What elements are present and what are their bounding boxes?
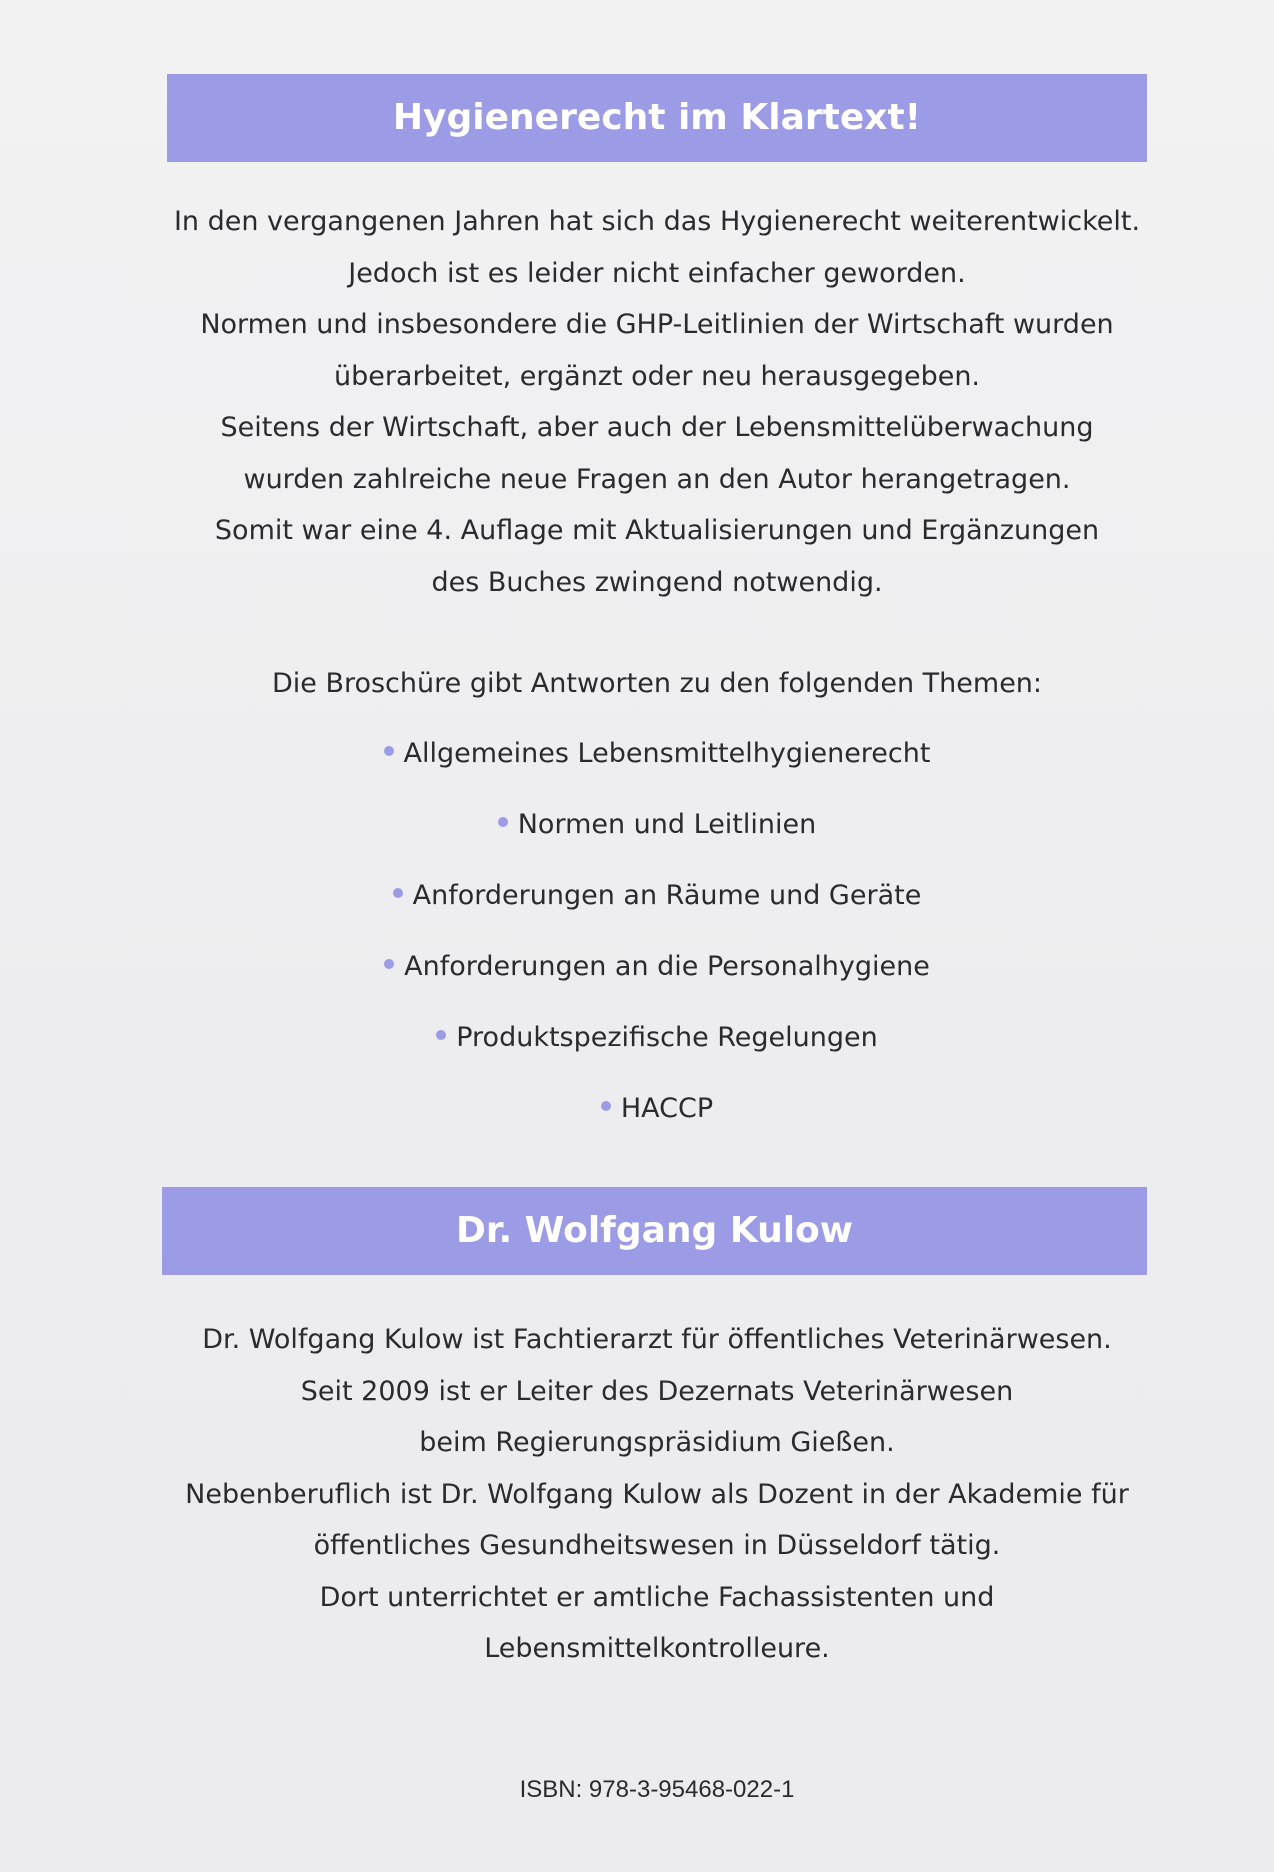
- list-item: [140, 795, 1174, 866]
- intro-line: Normen und insbesondere die GHP-Leitlinien der Wirtschaft wurden: [200, 309, 1114, 340]
- bullet-dot-icon: [436, 1030, 446, 1040]
- list-item-label: Anforderungen an die Personalhygiene: [404, 951, 930, 982]
- bullet-dot-icon: [393, 888, 403, 898]
- intro-line: In den vergangenen Jahren hat sich das Hygienerecht weiterentwickelt.: [173, 206, 1141, 237]
- list-item-label: Anforderungen an Räume und Geräte: [412, 880, 922, 911]
- topics-lead-text: Die Broschüre gibt Antworten zu den folgenden Themen:: [271, 668, 1043, 699]
- topics-lead: [140, 658, 1174, 710]
- isbn-number: ISBN: 978-3-95468-022-1: [519, 1776, 795, 1803]
- intro-line: wurden zahlreiche neue Fragen an den Autor herangetragen.: [243, 463, 1071, 495]
- bullet-dot-icon: [498, 817, 508, 827]
- intro-line: Seitens der Wirtschaft, aber auch der Lebensmittelüberwachung: [220, 412, 1094, 443]
- list-item-label: HACCP: [620, 1093, 714, 1124]
- author-banner: [162, 1187, 1147, 1275]
- bullet-dot-icon: [384, 959, 394, 969]
- bio-line: öffentliches Gesundheitswesen in Düsseldorf tätig.: [313, 1530, 1001, 1561]
- topics-list: [140, 724, 1174, 1150]
- bio-line: Lebensmittelkontrolleure.: [484, 1633, 830, 1664]
- list-item: [140, 866, 1174, 937]
- list-item: [140, 724, 1174, 795]
- list-item: [140, 1079, 1174, 1150]
- intro-line: Jedoch ist es leider nicht einfacher geworden.: [348, 257, 966, 289]
- list-item: [140, 1008, 1174, 1079]
- list-item-label: Normen und Leitlinien: [517, 809, 817, 840]
- list-item: [140, 937, 1174, 1008]
- list-item-label: Produktspezifische Regelungen: [456, 1022, 878, 1053]
- list-item-label: Allgemeines Lebensmittelhygienerecht: [403, 738, 931, 769]
- intro-line: überarbeitet, ergänzt oder neu herausgegeben.: [333, 360, 981, 392]
- title-banner: [167, 74, 1147, 162]
- author-name: Dr. Wolfgang Kulow: [455, 1210, 854, 1251]
- bio-line: Dort unterrichtet er amtliche Fachassistenten und: [319, 1581, 995, 1613]
- intro-paragraph: [140, 196, 1174, 608]
- bio-line: beim Regierungspräsidium Gießen.: [419, 1427, 895, 1458]
- author-bio: [140, 1314, 1174, 1675]
- intro-line: Somit war eine 4. Auflage mit Aktualisierungen und Ergänzungen: [214, 515, 1100, 546]
- bio-line: Dr. Wolfgang Kulow ist Fachtierarzt für öffentliches Veterinärwesen.: [202, 1324, 1112, 1355]
- bullet-dot-icon: [384, 746, 394, 756]
- bio-line: Nebenberuflich ist Dr. Wolfgang Kulow als Dozent in der Akademie für: [185, 1478, 1129, 1510]
- intro-line: des Buches zwingend notwendig.: [431, 566, 883, 598]
- bio-line: Seit 2009 ist er Leiter des Dezernats Veterinärwesen: [300, 1375, 1014, 1407]
- bullet-dot-icon: [601, 1101, 611, 1111]
- title-text: Hygienerecht im Klartext!: [392, 97, 922, 138]
